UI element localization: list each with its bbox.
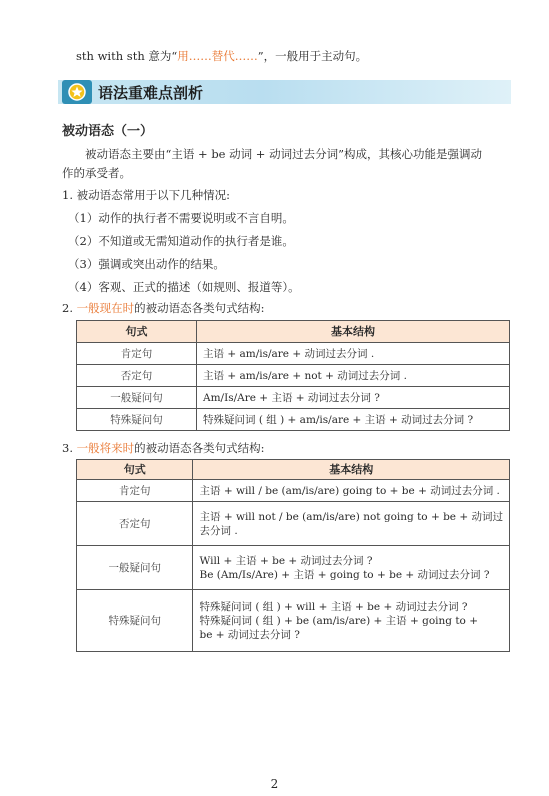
row-type: 肯定句 <box>77 343 197 365</box>
row-type: 特殊疑问句 <box>77 409 197 431</box>
row-structure <box>193 502 510 546</box>
table-row <box>77 343 510 365</box>
item2-num: 2. <box>62 301 77 315</box>
item2-rest: 的被动语态各类句式结构: <box>134 301 265 315</box>
table-row <box>77 387 510 409</box>
future-passive-table <box>76 459 510 652</box>
header-basic-structure: 基本结构 <box>197 321 510 343</box>
row-structure: 特殊疑问词 ( 组 ) + am/is/are + 主语 + 动词过去分词 ? <box>197 409 510 431</box>
row-type: 一般疑问句 <box>77 387 197 409</box>
item1-sub-2: （2）不知道或无需知道动作的执行者是谁。 <box>68 234 294 248</box>
item3-rest: 的被动语态各类句式结构: <box>134 441 265 455</box>
intro-line <box>76 48 529 64</box>
structure-line: 特殊疑问词 ( 组 ) + will + 主语 + be + 动词过去分词 ? <box>199 600 468 613</box>
item3-highlight: 一般将来时 <box>76 441 135 455</box>
item1-title: 1. 被动语态常用于以下几种情况: <box>62 188 231 202</box>
table-row <box>77 590 510 652</box>
structure-line: Be (Am/Is/Are) + 主语 + going to + be + 动词过去分词 ? <box>199 568 490 581</box>
table-header-row <box>77 460 510 480</box>
item3-num: 3. <box>62 441 77 455</box>
row-structure: 主语 + am/is/are + 动词过去分词 . <box>197 343 510 365</box>
structure-line: 特殊疑问词 ( 组 ) + be (am/is/are) + 主语 + going to + <box>199 614 479 627</box>
row-structure <box>193 590 510 652</box>
header-sentence-type: 句式 <box>77 321 197 343</box>
item2-title <box>62 300 529 316</box>
item3-title <box>62 440 529 456</box>
table-row <box>77 409 510 431</box>
item1-sub-3: （3）强调或突出动作的结果。 <box>68 257 225 271</box>
structure-line: be + 动词过去分词 ? <box>199 628 300 641</box>
row-type: 一般疑问句 <box>77 546 193 590</box>
intro-highlight: 用……替代…… <box>177 49 258 63</box>
item1-sub-4: （4）客观、正式的描述（如规则、报道等）。 <box>68 280 300 294</box>
present-passive-table <box>76 320 510 431</box>
intro-post: ”，一般用于主动句。 <box>257 49 368 63</box>
row-type: 否定句 <box>77 502 193 546</box>
structure-line: Will + 主语 + be + 动词过去分词 ? <box>199 554 373 567</box>
table-header-row <box>77 321 510 343</box>
structure-line: 主语 + will not / be (am/is/are) not going to + be + 动词过 <box>199 510 503 523</box>
row-type: 否定句 <box>77 365 197 387</box>
item2-highlight: 一般现在时 <box>76 301 135 315</box>
header-basic-structure: 基本结构 <box>193 460 510 480</box>
section-title: 被动语态（一） <box>62 124 154 139</box>
table-row <box>77 546 510 590</box>
table-row <box>77 502 510 546</box>
row-structure <box>193 480 510 502</box>
row-structure: 主语 + am/is/are + not + 动词过去分词 . <box>197 365 510 387</box>
intro-pre: sth with sth 意为“ <box>76 49 178 63</box>
para-line-1: 被动语态主要由“主语 + be 动词 + 动词过去分词”构成，其核心功能是强调动 <box>85 147 482 161</box>
table-row <box>77 365 510 387</box>
row-type: 特殊疑问句 <box>77 590 193 652</box>
item1-sub-1: （1）动作的执行者不需要说明或不言自明。 <box>68 211 294 225</box>
header-sentence-type: 句式 <box>77 460 193 480</box>
banner-title: 语法重难点剖析 <box>98 84 204 102</box>
structure-line: 主语 + will / be (am/is/are) going to + be + 动词过去分词 . <box>199 484 500 497</box>
row-structure <box>193 546 510 590</box>
structure-line: 去分词 . <box>199 524 238 537</box>
para-line-2: 作的承受者。 <box>62 166 131 180</box>
page-number: 2 <box>270 777 279 791</box>
star-badge-icon <box>62 80 92 104</box>
row-structure: Am/Is/Are + 主语 + 动词过去分词 ? <box>197 387 510 409</box>
row-type: 肯定句 <box>77 480 193 502</box>
table-row <box>77 480 510 502</box>
